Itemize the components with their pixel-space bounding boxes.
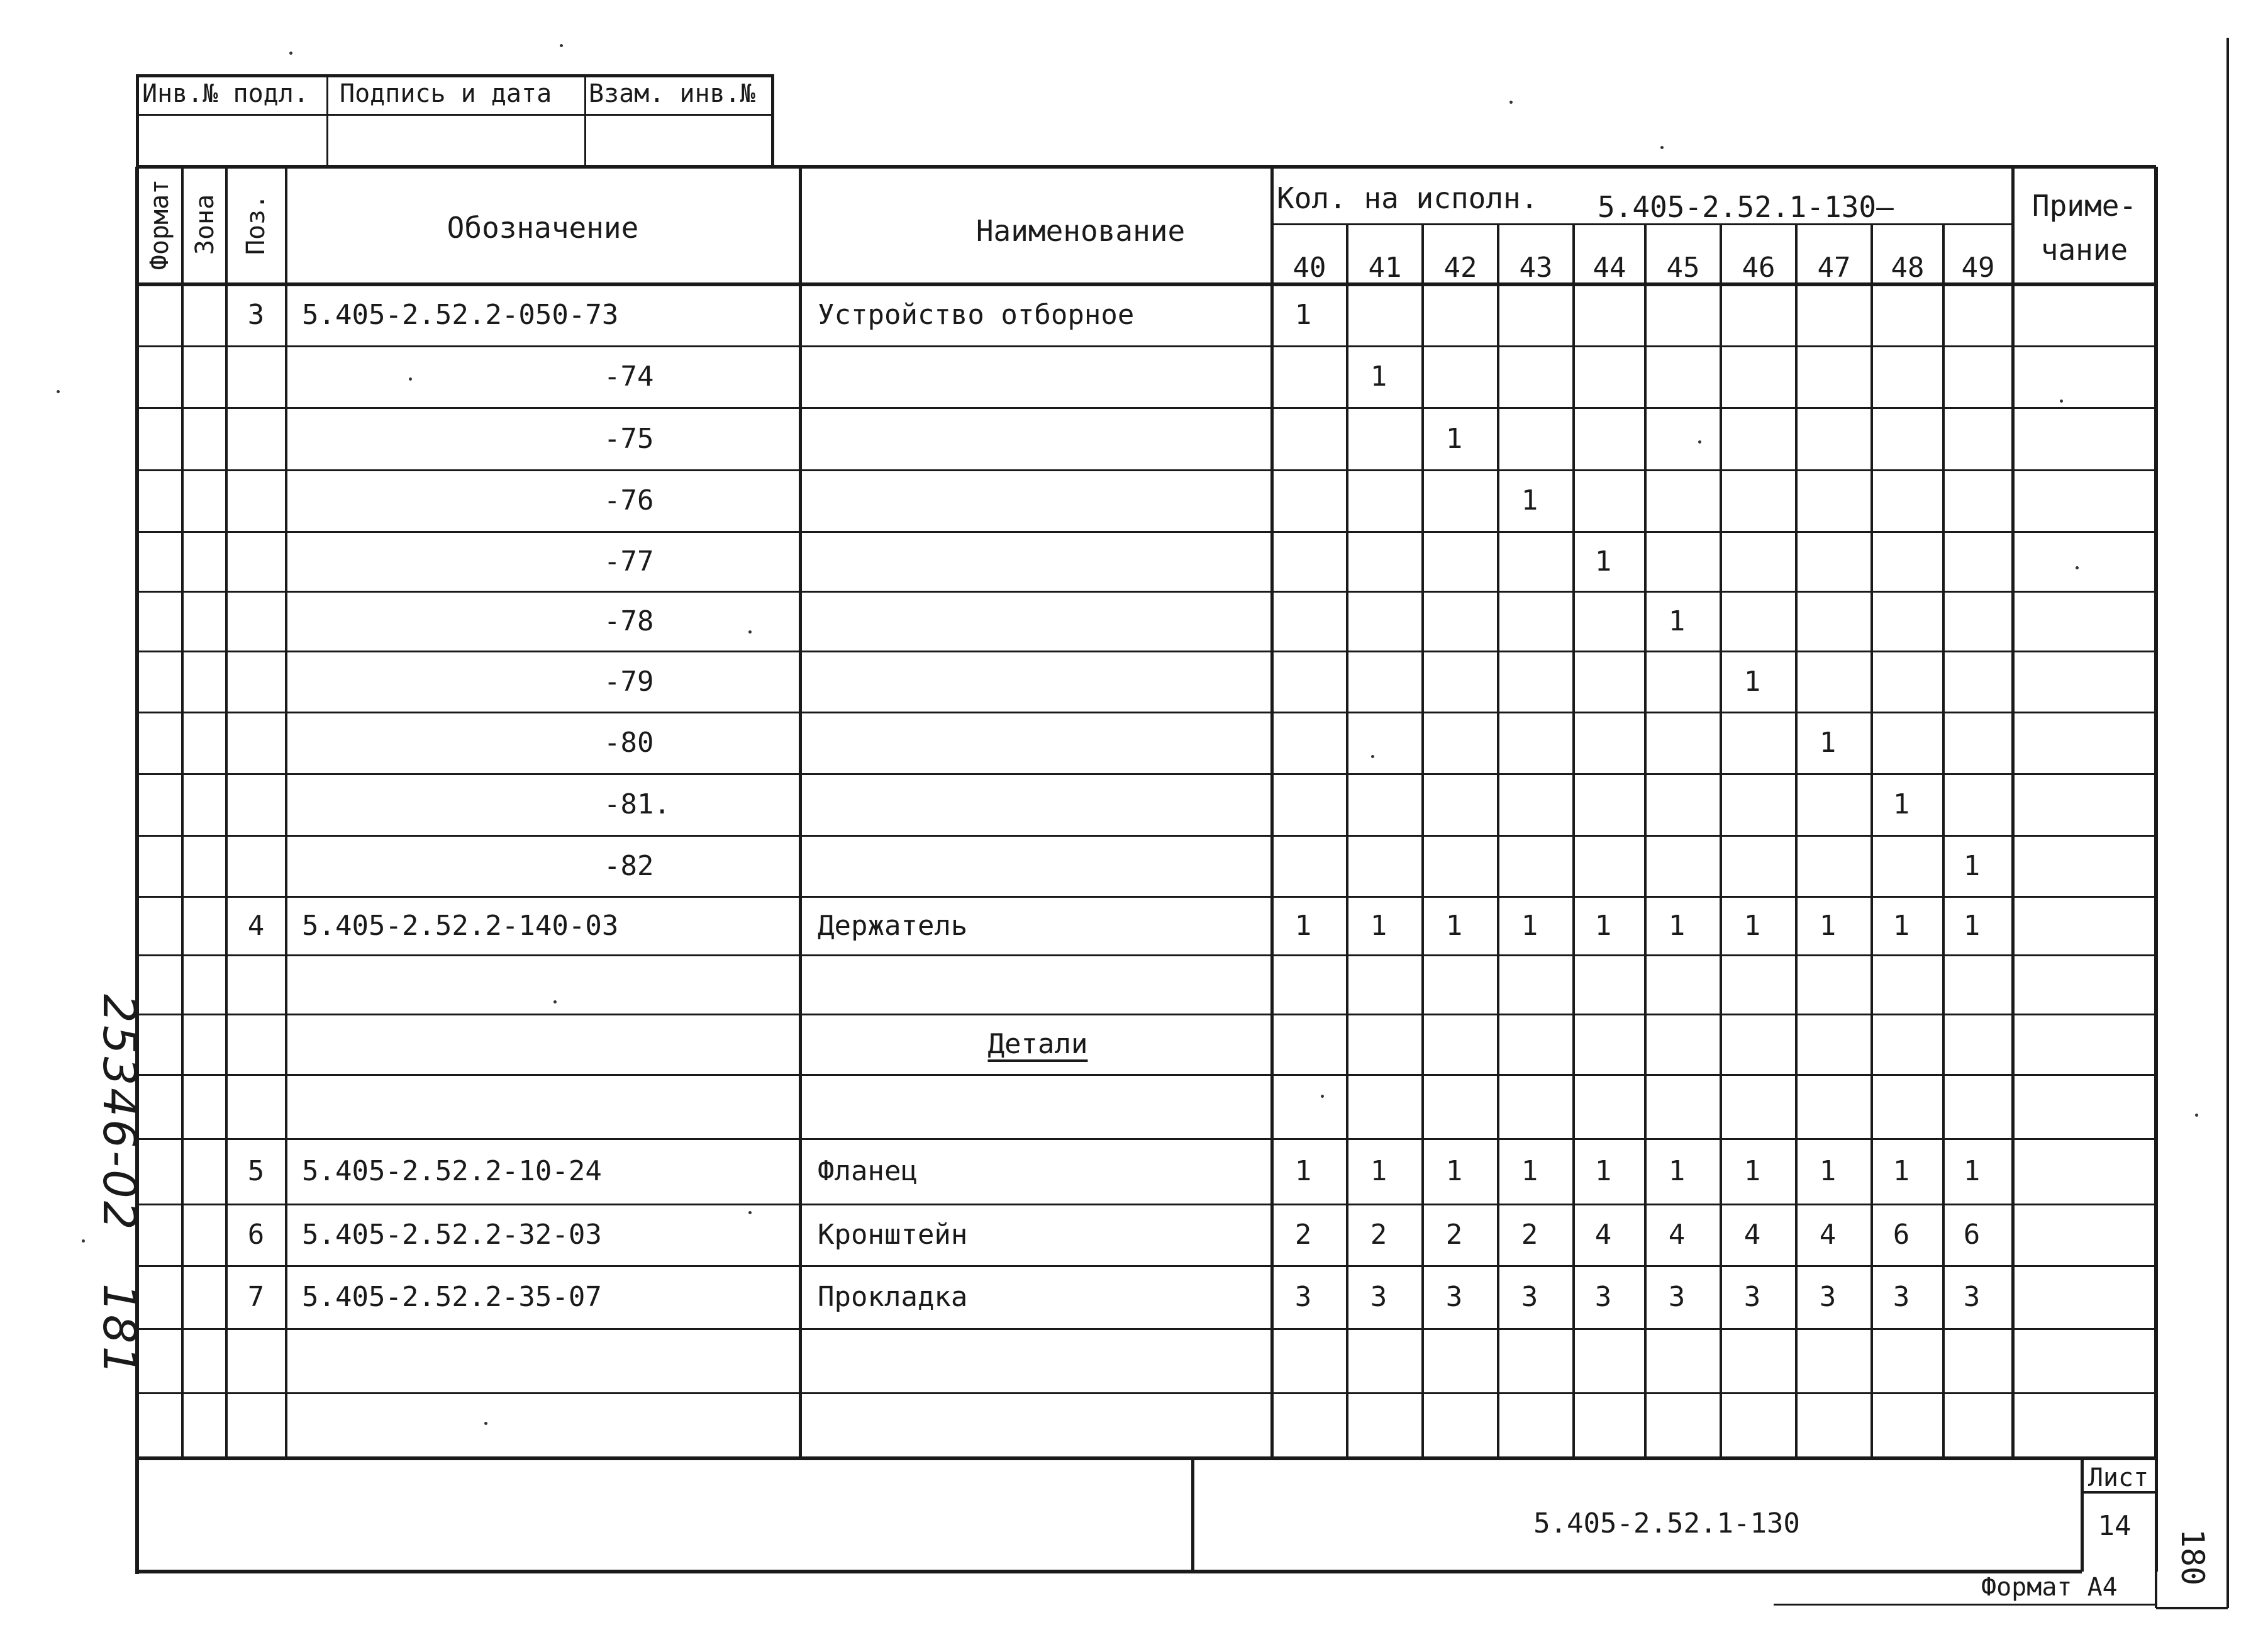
quantity-column-header: 45 — [1666, 252, 1700, 284]
designation-suffix: -77 — [604, 545, 654, 578]
row-rule — [137, 407, 2156, 409]
scan-speck — [484, 1422, 487, 1425]
stamp-divider-1 — [326, 74, 328, 167]
margin-bottom-rule — [2156, 1607, 2228, 1609]
quantity-value: 6 — [1893, 1219, 1910, 1251]
title-block-top-rule — [137, 1456, 2156, 1460]
quantity-column-header: 43 — [1519, 252, 1553, 284]
quantity-column-header: 49 — [1961, 252, 1995, 284]
quantity-value: 4 — [1819, 1219, 1837, 1251]
quantity-value: 1 — [1594, 545, 1612, 578]
quantity-value: 1 — [1521, 484, 1538, 517]
row-rule — [137, 1014, 2156, 1015]
row-rule — [137, 896, 2156, 898]
quantity-value: 1 — [1294, 299, 1312, 331]
header-name: Наименование — [976, 214, 1186, 248]
row-rule — [137, 345, 2156, 347]
quantity-value: 1 — [1668, 605, 1686, 637]
scan-speck — [57, 390, 60, 393]
margin-page-box-rule — [2155, 1504, 2157, 1608]
header-note-line1: Приме- — [2032, 189, 2137, 223]
stamp-inv-podl-label: Инв.№ подл. — [142, 79, 309, 108]
row-rule — [137, 1138, 2156, 1140]
item-name: Прокладка — [818, 1281, 968, 1313]
quantity-value: 1 — [1668, 909, 1686, 942]
quantity-value: 3 — [1819, 1281, 1837, 1313]
row-rule — [137, 469, 2156, 471]
quantity-value: 3 — [1893, 1281, 1910, 1313]
stamp-divider-2 — [584, 74, 586, 167]
quantity-value: 3 — [1743, 1281, 1761, 1313]
designation-suffix: -75 — [604, 422, 654, 455]
quantity-value: 1 — [1594, 1155, 1612, 1187]
quantity-value: 1 — [1370, 1155, 1387, 1187]
designation-suffix: -81. — [604, 788, 670, 820]
designation: 5.405-2.52.2-32-03 — [302, 1219, 602, 1251]
designation-suffix: -74 — [604, 360, 654, 393]
quantity-value: 3 — [1294, 1281, 1312, 1313]
title-block-bottom-rule — [137, 1570, 2082, 1573]
column-rule — [1942, 225, 1945, 1458]
row-rule — [137, 1265, 2156, 1267]
stamp-right-rule — [771, 74, 774, 167]
quantity-value: 4 — [1594, 1219, 1612, 1251]
sheet-label: Лист — [2087, 1463, 2149, 1492]
column-rule — [1572, 225, 1575, 1458]
header-note-line2: чание — [2040, 233, 2128, 267]
quantity-value: 1 — [1963, 909, 1981, 942]
designation-suffix: -79 — [604, 665, 654, 698]
designation: 5.405-2.52.2-35-07 — [302, 1281, 602, 1313]
quantity-column-header: 42 — [1443, 252, 1477, 284]
quantity-value: 1 — [1521, 909, 1538, 942]
quantity-value: 1 — [1743, 665, 1761, 698]
designation-suffix: -80 — [604, 727, 654, 759]
scan-speck — [1371, 755, 1374, 758]
stamp-left-rule — [136, 74, 139, 167]
scan-speck — [82, 1239, 85, 1243]
quantity-value: 1 — [1445, 909, 1463, 942]
scan-speck — [289, 52, 292, 55]
table-top-rule — [137, 165, 2156, 169]
designation: 5.405-2.52.2-10-24 — [302, 1155, 602, 1187]
row-rule — [137, 1204, 2156, 1205]
format-underline — [1774, 1604, 2156, 1606]
scan-speck — [1509, 101, 1513, 104]
quantity-value: 1 — [1294, 909, 1312, 942]
header-poz: Поз. — [242, 194, 270, 255]
scan-speck — [409, 377, 412, 381]
column-rule — [1346, 225, 1348, 1458]
quantity-value: 1 — [1963, 1155, 1981, 1187]
quantity-value: 2 — [1521, 1219, 1538, 1251]
quantity-value: 1 — [1819, 727, 1837, 759]
quantity-value: 1 — [1963, 849, 1981, 882]
position-number: 7 — [247, 1281, 265, 1313]
quantity-value: 1 — [1819, 1155, 1837, 1187]
quantity-value: 1 — [1521, 1155, 1538, 1187]
row-rule — [137, 712, 2156, 713]
title-block-divider — [1191, 1458, 1194, 1572]
scan-speck — [2060, 399, 2063, 403]
stamp-top-rule — [137, 74, 774, 77]
quantity-value: 4 — [1743, 1219, 1761, 1251]
scan-speck — [748, 630, 752, 634]
quantity-value: 1 — [1743, 1155, 1761, 1187]
quantity-value: 1 — [1668, 1155, 1686, 1187]
column-rule — [1497, 225, 1499, 1458]
designation-suffix: -78 — [604, 605, 654, 637]
document-code: 5.405-2.52.1-130 — [1533, 1507, 1800, 1539]
item-name: Фланец — [818, 1155, 918, 1187]
scan-speck — [2076, 566, 2079, 569]
quantity-value: 1 — [1370, 909, 1387, 942]
header-zona: Зона — [191, 194, 220, 255]
quantity-column-header: 40 — [1292, 252, 1326, 284]
stamp-vzam-label: Взам. инв.№ — [589, 79, 755, 108]
column-rule — [1421, 225, 1424, 1458]
quantity-value: 3 — [1370, 1281, 1387, 1313]
sheet-box-left-rule — [2081, 1458, 2084, 1572]
scan-speck — [1321, 1095, 1324, 1098]
designation-suffix: -76 — [604, 484, 654, 517]
column-rule — [1644, 225, 1647, 1458]
quantity-value: 3 — [1668, 1281, 1686, 1313]
row-rule — [137, 1328, 2156, 1330]
item-name: Держатель — [818, 909, 968, 942]
header-execution-code: 5.405-2.52.1-130— — [1598, 190, 1894, 224]
quantity-value: 1 — [1893, 788, 1910, 820]
row-rule — [137, 1392, 2156, 1394]
quantity-value: 3 — [1445, 1281, 1463, 1313]
quantity-value: 1 — [1594, 909, 1612, 942]
stamp-mid-rule — [137, 114, 774, 116]
header-designation: Обозначение — [447, 211, 639, 245]
column-rule — [1720, 225, 1722, 1458]
quantity-column-header: 47 — [1817, 252, 1851, 284]
quantity-value: 1 — [1743, 909, 1761, 942]
scan-speck — [553, 1000, 557, 1003]
section-heading: Детали — [987, 1028, 1088, 1060]
quantity-column-header: 44 — [1593, 252, 1626, 284]
quantity-value: 2 — [1445, 1219, 1463, 1251]
position-number: 6 — [247, 1219, 265, 1251]
scan-speck — [560, 44, 563, 47]
quantity-value: 2 — [1294, 1219, 1312, 1251]
designation-suffix: -82 — [604, 849, 654, 882]
position-number: 4 — [247, 909, 265, 942]
quantity-value: 3 — [1963, 1281, 1981, 1313]
item-name: Кронштейн — [818, 1219, 968, 1251]
scan-speck — [1660, 146, 1664, 149]
quantity-value: 1 — [1445, 1155, 1463, 1187]
quantity-column-header: 41 — [1368, 252, 1402, 284]
quantity-value: 1 — [1294, 1155, 1312, 1187]
column-rule — [1795, 225, 1798, 1458]
page-number: 180 — [2174, 1528, 2211, 1586]
row-rule — [137, 954, 2156, 956]
quantity-value: 6 — [1963, 1219, 1981, 1251]
header-format: Формат — [145, 179, 174, 271]
row-rule — [137, 531, 2156, 533]
quantity-value: 4 — [1668, 1219, 1686, 1251]
row-rule — [137, 773, 2156, 775]
row-rule — [137, 835, 2156, 837]
handwritten-inventory-sub: 181 — [93, 1283, 146, 1378]
designation: 5.405-2.52.2-050-73 — [302, 299, 619, 331]
header-quantity-label: Кол. на исполн. — [1277, 181, 1538, 215]
scan-speck — [1698, 440, 1701, 444]
row-rule — [137, 1074, 2156, 1076]
row-rule — [137, 651, 2156, 652]
quantity-value: 3 — [1594, 1281, 1612, 1313]
header-bottom-rule — [137, 282, 2156, 286]
handwritten-inventory-number: 25346-02 — [93, 994, 146, 1232]
position-number: 3 — [247, 299, 265, 331]
quantity-column-header: 46 — [1742, 252, 1776, 284]
item-name: Устройство отборное — [818, 299, 1135, 331]
quantity-value: 1 — [1819, 909, 1837, 942]
margin-right-rule — [2226, 38, 2229, 1608]
quantity-value: 1 — [1893, 909, 1910, 942]
quantity-value: 3 — [1521, 1281, 1538, 1313]
designation: 5.405-2.52.2-140-03 — [302, 909, 619, 942]
sheet-number: 14 — [2098, 1510, 2132, 1542]
column-rule — [1871, 225, 1873, 1458]
scan-speck — [748, 1211, 752, 1214]
stamp-signature-label: Подпись и дата — [340, 79, 552, 108]
scan-speck — [2195, 1114, 2198, 1117]
quantity-value: 2 — [1370, 1219, 1387, 1251]
quantity-value: 1 — [1370, 360, 1387, 393]
quantity-column-header: 48 — [1891, 252, 1925, 284]
format-label: Формат А4 — [1981, 1573, 2118, 1602]
row-rule — [137, 591, 2156, 593]
quantity-value: 1 — [1445, 422, 1463, 455]
quantity-value: 1 — [1893, 1155, 1910, 1187]
position-number: 5 — [247, 1155, 265, 1187]
